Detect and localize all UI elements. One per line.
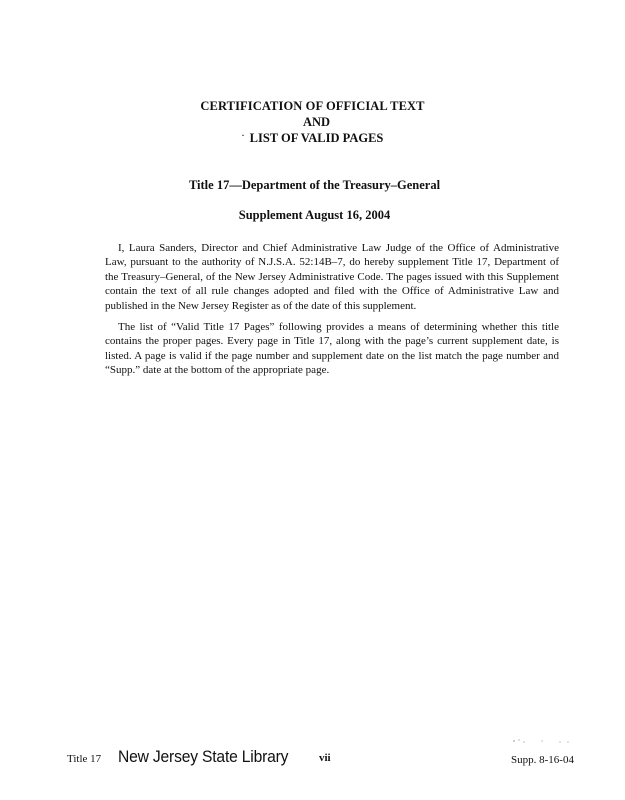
library-stamp: New Jersey State Library	[118, 747, 289, 766]
supplement-date-heading: Supplement August 16, 2004	[238, 208, 391, 222]
speck	[568, 742, 569, 743]
speck	[542, 741, 543, 742]
certification-paragraph: I, Laura Sanders, Director and Chief Administrative Law Judge of the Office of Administrative Law, pursuant to the authority of N.J.S.A. 52:14B–7, do hereby supplement Title 17, Department of the Treasury–General, of the New Jersey Administrative Code. The pages issued with this Supplement contain the text of all rule changes adopted and filed with the Office of Administrative Law and published in the New Jersey Register as of the date of this supplement.	[105, 242, 559, 312]
speck	[513, 740, 514, 741]
list-of-valid-pages-heading: LIST OF VALID PAGES	[249, 131, 384, 145]
stray-mark: ·	[241, 128, 245, 142]
certification-heading: CERTIFICATION OF OFFICIAL TEXT	[200, 99, 425, 113]
speck	[524, 742, 525, 743]
footer-supplement-date: Supp. 8-16-04	[511, 754, 574, 766]
footer-title-label: Title 17	[67, 753, 102, 765]
title-heading: Title 17—Department of the Treasury–General	[188, 178, 441, 192]
page-number: vii	[319, 752, 331, 764]
speck	[560, 742, 561, 743]
valid-pages-paragraph: The list of “Valid Title 17 Pages” following provides a means of determining whether this title contains the proper pages. Every page in Title 17, along with the page’s current supplement date, is listed. A page is valid if the page number and supplement date on the list match the page number and “Supp.” date at the bottom of the appropriate page.	[105, 321, 559, 377]
speck	[519, 740, 520, 741]
scan-specks	[508, 736, 578, 746]
and-heading: AND	[302, 115, 331, 129]
